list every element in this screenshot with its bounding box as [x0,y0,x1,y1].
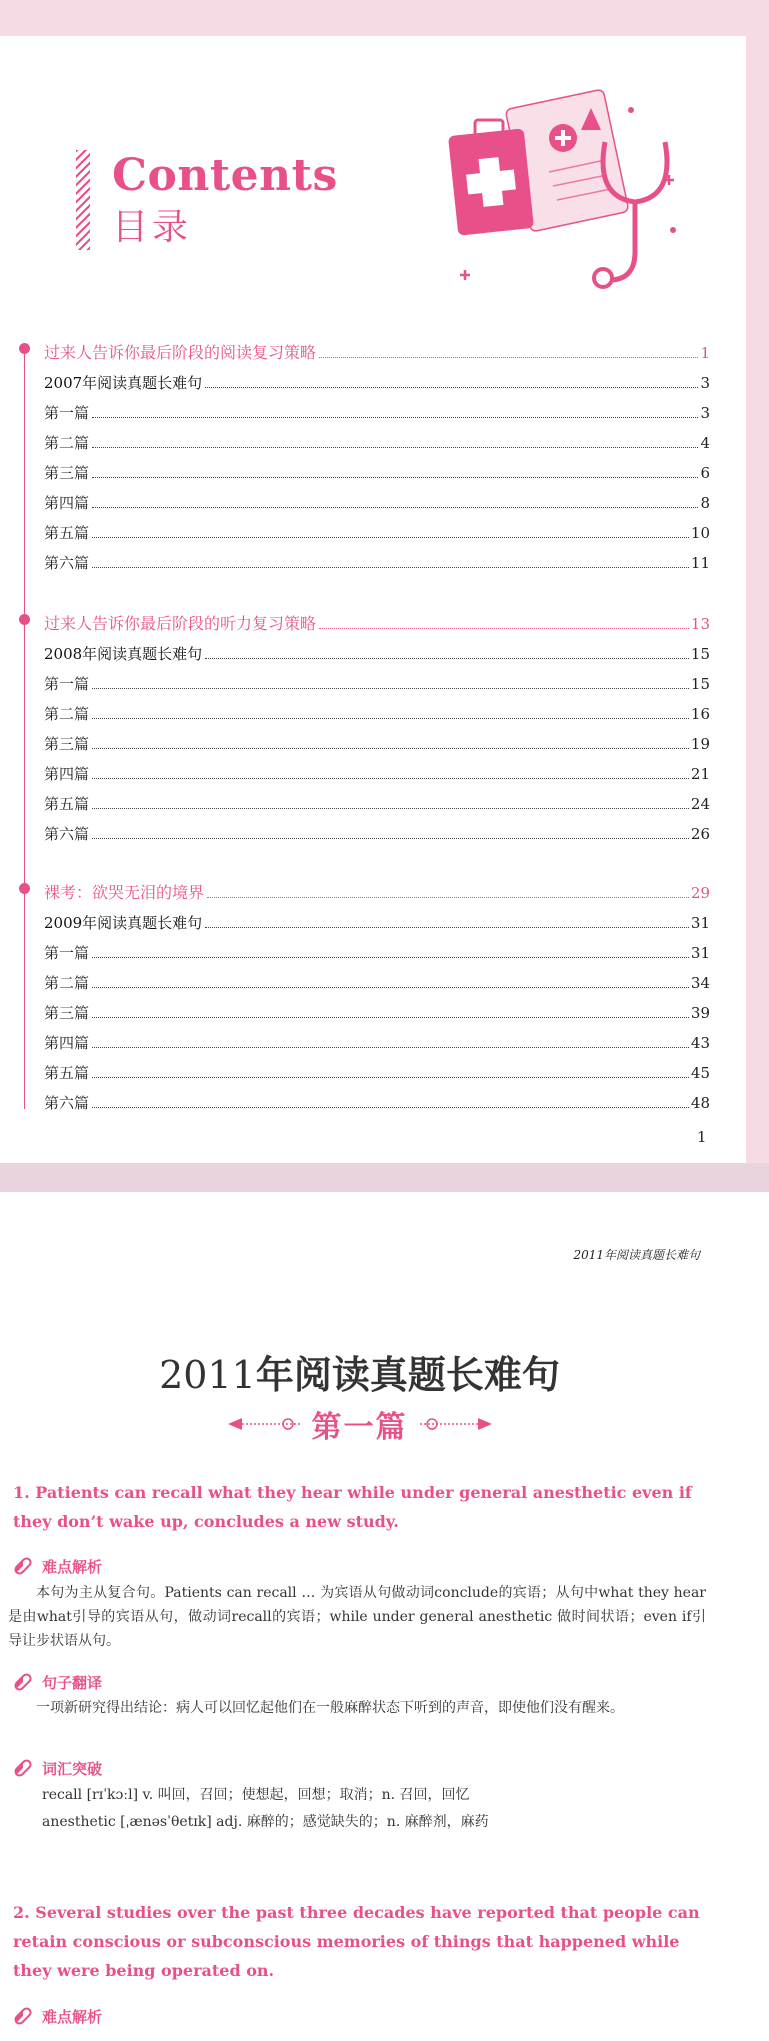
toc-year-entry[interactable] [44,907,710,933]
contents-title-en: Contents [112,150,338,201]
toc-article-entry[interactable] [44,937,710,963]
toc-article-entry[interactable] [44,487,710,513]
toc-article-label: 第六篇 [44,825,90,843]
toc-page-number: 1 [700,344,710,362]
section-heading-difficulty [12,1555,102,1577]
toc-leader [205,926,689,928]
toc-article-entry[interactable] [44,698,710,724]
page-gap [0,1163,769,1192]
section-heading-text: 句子翻译 [42,1673,103,1692]
toc-page-number: 11 [690,554,710,572]
page-title [0,1344,719,1399]
toc-article-entry[interactable] [44,427,710,453]
toc-article-label: 第二篇 [44,974,90,992]
toc-article-label: 第二篇 [44,705,90,723]
toc-article-label: 第一篇 [44,675,90,693]
article-title: 第一篇 [311,1410,408,1445]
toc-leader [92,506,698,508]
toc-page-number: 48 [690,1094,710,1112]
toc-leader [92,416,698,418]
toc-timeline-line [24,349,25,1109]
toc-leader [92,777,689,779]
running-header: 2011年阅读真题长难句 [573,1248,700,1262]
toc-section-label: 过来人告诉你最后阶段的听力复习策略 [44,614,317,633]
translation-paragraph: 一项新研究得出结论：病人可以回忆起他们在一般麻醉状态下听到的声音，即使他们没有醒来。 [36,1700,624,1716]
toc-article-entry[interactable] [44,758,710,784]
toc-page-number: 8 [700,494,710,512]
toc-leader [205,386,698,388]
toc-article-label: 第五篇 [44,524,90,542]
page-title-year: 2011 [159,1353,256,1397]
toc-page-number: 34 [690,974,710,992]
difficulty-paragraph: 本句为主从复合句。Patients can recall … 为宾语从句做动词conclude的宾语；从句中what they hear是由what引导的宾语从句，做动词recall的宾语；while under general anesthetic 做时间状语；even if引导让步状语从句。 [8,1585,706,1649]
question-text: 1. Patients can recall what they hear while under general anesthetic even if they don’t wake up, concludes a new study. [13,1483,692,1531]
toc-year-label: 2007年阅读真题长难句 [44,374,203,392]
toc-article-entry[interactable] [44,397,710,423]
toc-leader [92,1076,689,1078]
title-stripe-decoration [76,150,90,250]
toc-article-entry[interactable] [44,1057,710,1083]
toc-page-number: 43 [690,1034,710,1052]
toc-leader [92,476,698,478]
toc-year-entry[interactable] [44,367,710,393]
toc-year-label: 2008年阅读真题长难句 [44,645,203,663]
toc-leader [92,446,698,448]
toc-leader [205,657,689,659]
toc-leader [319,627,689,629]
toc-article-entry[interactable] [44,1087,710,1113]
toc-leader [92,747,689,749]
page-number: 1 [697,1128,707,1146]
toc-leader [92,1046,689,1048]
toc-page-number: 13 [690,615,710,633]
toc-page-number: 31 [690,944,710,962]
toc-leader [319,356,698,358]
toc-page-number: 16 [690,705,710,723]
toc-year-entry[interactable] [44,638,710,664]
vocab-entry: recall [rɪˈkɔːl] v. 叫回，召回；使想起，回想；取消；n. 召回，回忆 [42,1787,470,1803]
toc-leader [92,1016,689,1018]
toc-page-number: 29 [690,884,710,902]
section-heading-text: 难点解析 [42,1557,103,1576]
vocab-entry: anesthetic [ˌænəsˈθetɪk] adj. 麻醉的；感觉缺失的；n. 麻醉剂，麻药 [42,1814,489,1830]
toc-page-number: 3 [700,404,710,422]
toc-leader [92,566,689,568]
toc-article-label: 第一篇 [44,944,90,962]
toc-article-label: 第六篇 [44,554,90,572]
toc-page-number: 10 [690,524,710,542]
toc-leader [92,986,689,988]
toc-leader [92,837,689,839]
toc-page-number: 39 [690,1004,710,1022]
section-heading-text: 难点解析 [42,2007,103,2026]
toc-article-label: 第五篇 [44,1064,90,1082]
reading-page [0,1192,769,2041]
toc-leader [207,896,689,898]
toc-section-entry[interactable] [44,877,710,903]
toc-section-dot [19,883,30,894]
toc-article-label: 第二篇 [44,434,90,452]
question-text: 2. Several studies over the past three decades have reported that people can retain conscious or subconscious memories of things that happened while they were being operated on. [13,1903,700,1980]
toc-section-label: 过来人告诉你最后阶段的阅读复习策略 [44,343,317,362]
toc-article-label: 第三篇 [44,1004,90,1022]
toc-article-label: 第四篇 [44,1034,90,1052]
pill-icon [12,1555,34,1577]
toc-page-number: 6 [700,464,710,482]
toc-article-entry[interactable] [44,818,710,844]
toc-page-number: 15 [690,645,710,663]
toc-section-entry[interactable] [44,608,710,634]
toc-page-number: 15 [690,675,710,693]
toc-leader [92,956,689,958]
toc-leader [92,536,689,538]
toc-section-dot [19,343,30,354]
toc-article-label: 第一篇 [44,404,90,422]
toc-leader [92,807,689,809]
toc-page-number: 45 [690,1064,710,1082]
toc-page-number: 21 [690,765,710,783]
toc-page-number: 26 [690,825,710,843]
toc-page-number: 31 [690,914,710,932]
section-heading-translation [12,1671,102,1693]
toc-section-dot [19,614,30,625]
toc-article-entry[interactable] [44,547,710,573]
toc-article-label: 第三篇 [44,464,90,482]
contents-title-zh: 目录 [112,207,193,248]
toc-article-entry[interactable] [44,668,710,694]
section-heading-vocabulary [12,1757,102,1779]
page-title-text: 年阅读真题长难句 [255,1353,560,1397]
article-title-row [0,1404,719,1444]
toc-leader [92,717,689,719]
toc-leader [92,1106,689,1108]
toc-article-label: 第四篇 [44,765,90,783]
pill-icon [12,2005,34,2027]
toc-article-entry[interactable] [44,517,710,543]
pill-icon [12,1671,34,1693]
toc-page-number: 3 [700,374,710,392]
medical-kit-illustration [445,80,685,300]
pill-icon [12,1757,34,1779]
toc-leader [92,687,689,689]
toc-article-entry[interactable] [44,997,710,1023]
toc-article-label: 第三篇 [44,735,90,753]
toc-section-entry[interactable] [44,337,710,363]
toc-year-label: 2009年阅读真题长难句 [44,914,203,932]
toc-article-label: 第六篇 [44,1094,90,1112]
toc-page-number: 4 [700,434,710,452]
toc-article-entry[interactable] [44,967,710,993]
section-heading-difficulty [12,2005,102,2027]
toc-article-label: 第五篇 [44,795,90,813]
ornament-arrow-icon [418,1414,494,1434]
toc-article-entry[interactable] [44,457,710,483]
toc-article-label: 第四篇 [44,494,90,512]
toc-article-entry[interactable] [44,1027,710,1053]
toc-section-label: 裸考：欲哭无泪的境界 [44,883,205,902]
ornament-arrow-icon [226,1414,302,1434]
toc-article-entry[interactable] [44,788,710,814]
toc-page-number: 19 [690,735,710,753]
toc-page-number: 24 [690,795,710,813]
toc-article-entry[interactable] [44,728,710,754]
section-heading-text: 词汇突破 [42,1759,103,1778]
